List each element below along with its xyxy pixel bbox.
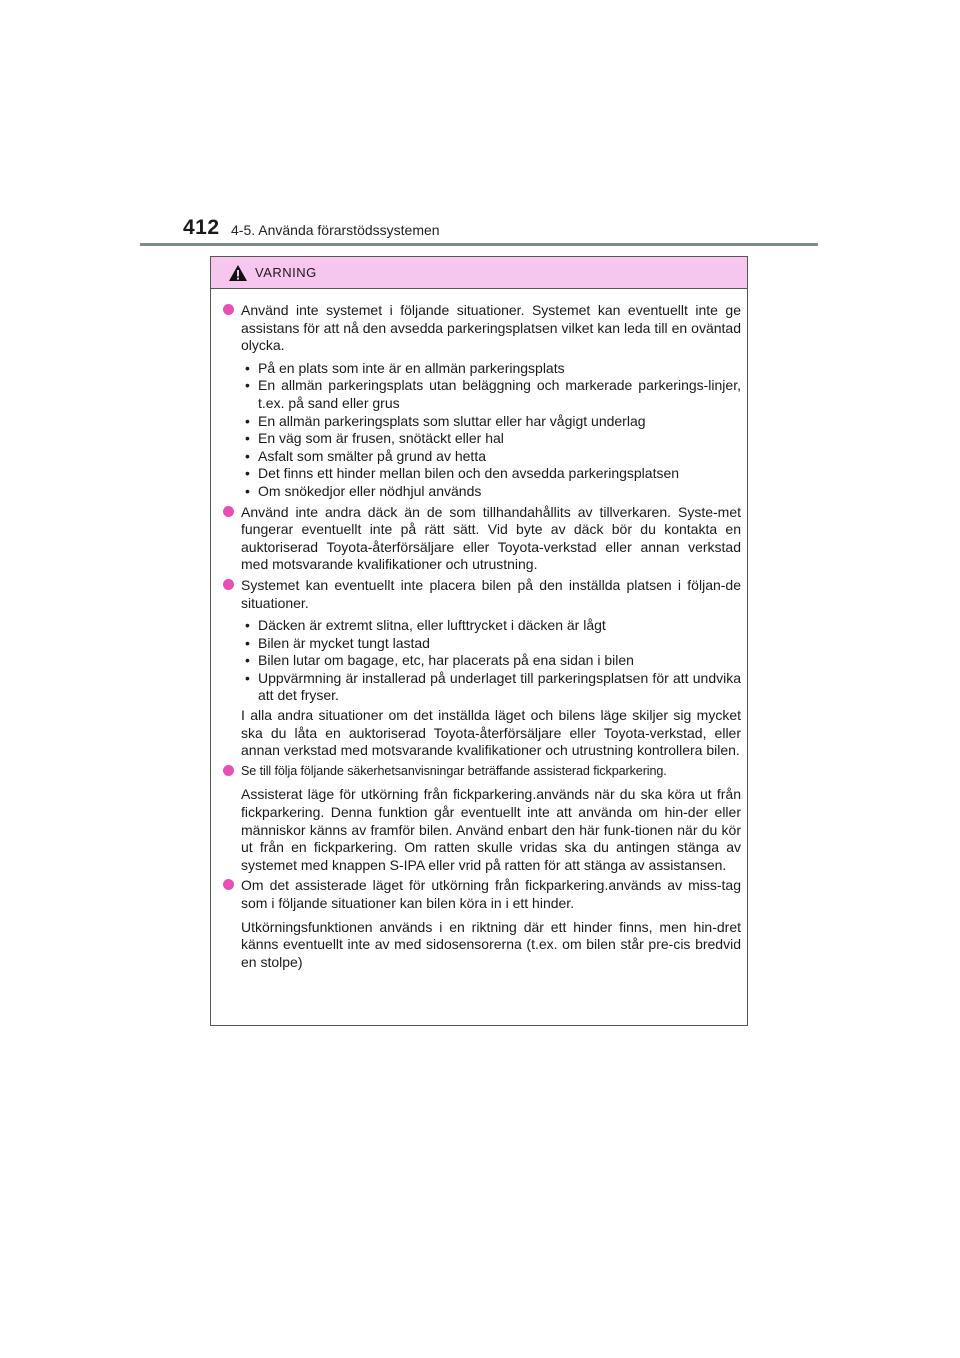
sub-list — [241, 617, 741, 705]
warning-title: VARNING — [255, 265, 317, 280]
warning-item — [223, 577, 741, 760]
item-text: Se till följa följande säkerhetsanvisningar beträffande assisterad fickparkering. — [241, 763, 667, 778]
item-note: I alla andra situationer om det inställda läget och bilens läge skiljer sig mycket ska du låta en auktoriserad Toyota-återförsäljare eller Toyota-verkstad, eller annan verkstad med motsvarande kvalifikationer och utrustning kontrollera bilen. — [241, 707, 741, 759]
item-text: Använd inte systemet i följande situationer. Systemet kan eventuellt inte ge assistans för att nå den avsedda parkeringsplatsen vilket kan leda till en oväntad olycka. — [241, 302, 741, 354]
list-item: • Uppvärmning är installerad på underlaget till parkeringsplatsen för att undvika att det fryser. — [241, 670, 741, 705]
warning-item — [223, 763, 741, 875]
section-title: 4-5. Använda förarstödssystemen — [231, 222, 440, 238]
item-note: Utkörningsfunktionen används i en riktning där ett hinder finns, men hin-dret känns eventuellt inte av med sidosensorerna (t.ex. om bilen står pre-cis bredvid en stolpe) — [241, 918, 741, 970]
list-item: • Bilen lutar om bagage, etc, har placerats på ena sidan i bilen — [241, 652, 741, 670]
list-item: • Asfalt som smälter på grund av hetta — [241, 448, 741, 466]
list-item: • En allmän parkeringsplats som sluttar eller har vågigt underlag — [241, 413, 741, 431]
item-text: Systemet kan eventuellt inte placera bilen på den inställda platsen i följan-de situationer. — [241, 576, 741, 611]
header-divider — [140, 243, 818, 246]
warning-item — [223, 877, 741, 971]
warning-item — [223, 504, 741, 574]
sub-list — [241, 360, 741, 501]
list-item: • På en plats som inte är en allmän parkeringsplats — [241, 360, 741, 378]
item-text: Om det assisterade läget för utkörning från fickparkering.används av miss-tag som i följande situationer kan bilen köra in i ett hinder. — [241, 877, 741, 911]
warning-item — [223, 302, 741, 501]
list-item: • Bilen är mycket tungt lastad — [241, 635, 741, 653]
list-item: • Det finns ett hinder mellan bilen och den avsedda parkeringsplatsen — [241, 465, 741, 483]
bullet-icon — [223, 765, 234, 776]
list-item: • En allmän parkeringsplats utan beläggning och markerade parkerings-linjer, t.ex. på sand eller grus — [241, 377, 741, 412]
warning-body — [211, 289, 747, 971]
bullet-icon — [223, 506, 234, 517]
bullet-icon — [223, 579, 234, 590]
warning-triangle-icon — [228, 264, 248, 282]
page-number: 412 — [183, 216, 220, 239]
item-text: Använd inte andra däck än de som tillhandahållits av tillverkaren. Syste-met fungerar eventuellt inte på rätt sätt. Vid byte av däck bör du kontakta en auktoriserad Toyota-återförsäljare eller Toyota-verkstad eller annan verkstad med motsvarande kvalifikationer och utrustning. — [241, 503, 741, 573]
warning-header — [211, 257, 747, 289]
item-note: Assisterat läge för utkörning från fickparkering.används när du ska köra ut från fickparkering. Denna funktion går eventuellt inte att använda om hin-der eller människor känns av framför bilen. Använd enbart den här funk-tionen när du kör ut från en fickparkering. Om ratten skulle vridas ska du antingen stänga av systemet med knappen S-IPA eller vrid på ratten för att stänga av assistansen. — [241, 786, 741, 873]
list-item: • Däcken är extremt slitna, eller lufttrycket i däcken är lågt — [241, 617, 741, 635]
bullet-icon — [223, 879, 234, 890]
bullet-icon — [223, 304, 234, 315]
warning-box — [210, 256, 748, 1026]
list-item: • Om snökedjor eller nödhjul används — [241, 483, 741, 501]
list-item: • En väg som är frusen, snötäckt eller hal — [241, 430, 741, 448]
